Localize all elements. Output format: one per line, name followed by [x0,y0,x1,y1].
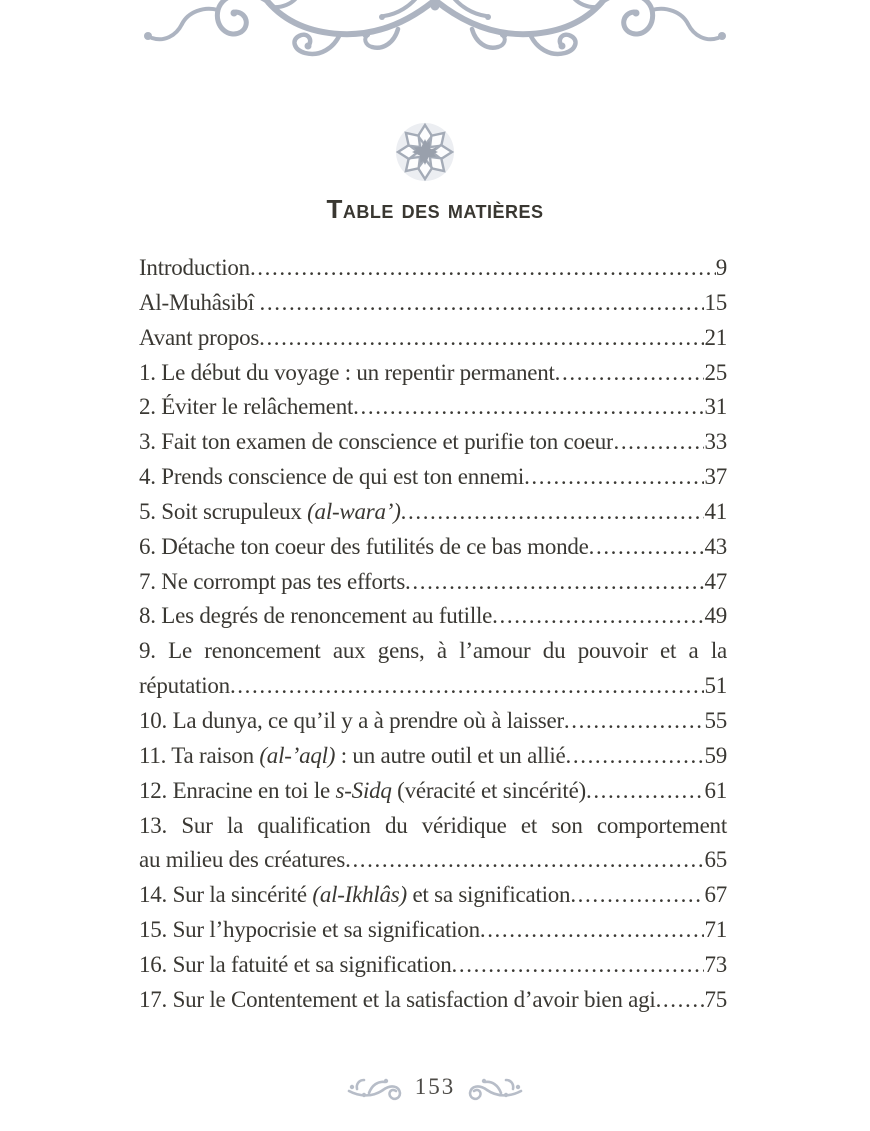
footer-sprig-right-icon [465,1072,523,1102]
toc-entry [139,843,727,878]
toc-entry-text: 1. Le début du voyage : un repentir permanent [139,359,555,385]
toc-entry [139,669,727,704]
toc-entry [139,913,727,948]
toc-leader-dots [564,704,705,739]
toc-entry-text: 15. Sur l’hypocrisie et sa signification [139,917,480,943]
toc-page-number: 21 [704,324,727,350]
toc-entry-text: 13. Sur la qualification du véridique et son comportement [139,812,727,838]
toc-entry-text: 5. Soit scrupuleux (al-wara’) [139,498,401,524]
toc-page-number: 75 [704,986,727,1012]
toc-entry-text: 2. Éviter le relâchement [139,394,354,420]
toc-entry [139,739,727,774]
toc-leader-dots [452,948,705,983]
toc-leader-dots [586,774,704,809]
toc-entry-text: 9. Le renoncement aux gens, à l’amour du pouvoir et a la [139,638,727,664]
toc-entry [139,390,727,425]
toc-page-number: 51 [704,673,727,699]
toc-leader-dots [259,321,704,356]
toc-page-number: 15 [704,289,727,315]
toc-entry [139,599,727,634]
toc-page-number: 49 [704,603,727,629]
toc-entry-text: 10. La dunya, ce qu’il y a à prendre où à laisser [139,707,564,733]
toc-page-number: 9 [715,255,727,280]
toc-entry [139,251,727,286]
toc-entry-text: au milieu des créatures [139,847,346,873]
toc-entry [139,565,727,600]
toc-entry-text: Avant propos [139,324,260,350]
toc-entry [139,425,727,460]
toc-leader-dots [353,390,704,425]
toc-leader-dots [566,739,705,774]
toc-leader-dots [555,356,705,391]
toc-entry [139,809,727,844]
floral-flourish-ornament [142,0,728,66]
toc-page-number: 73 [704,951,727,977]
toc-page-number: 31 [704,394,727,420]
toc-leader-dots [656,983,705,1018]
toc-leader-dots [570,878,704,913]
toc-entry [139,460,727,495]
toc-page-number: 71 [704,917,727,943]
toc-page-number: 25 [704,359,727,385]
toc-page-number: 33 [704,429,727,455]
toc-entry [139,495,727,530]
toc-entry [139,634,727,669]
toc-entry [139,948,727,983]
toc-leader-dots [524,460,704,495]
toc-list [139,251,727,1018]
toc-page-number: 65 [704,847,727,873]
toc-entry-text: 7. Ne corrompt pas tes efforts [139,568,406,594]
toc-leader-dots [345,843,704,878]
toc-entry [139,530,727,565]
toc-entry-text: 4. Prends conscience de qui est ton ennemi [139,464,525,490]
toc-leader-dots [480,913,705,948]
toc-leader-dots [405,565,704,600]
toc-entry-text: Introduction [139,255,250,280]
toc-entry [139,774,727,809]
toc-leader-dots [492,599,704,634]
toc-entry-text: 17. Sur le Contentement et la satisfaction d’avoir bien agi [139,986,656,1012]
toc-entry [139,878,727,913]
toc-page-number: 43 [704,533,727,559]
toc-page-number: 37 [704,464,727,490]
toc-entry-text: réputation [139,673,230,699]
footer-sprig-left-icon [347,1072,405,1102]
footer-page-number: 153 [414,1074,456,1099]
toc-leader-dots [260,286,705,321]
toc-page-number: 67 [704,882,727,908]
toc-entry-text: 11. Ta raison (al-’aql) : un autre outil et un allié [139,742,566,768]
toc-leader-dots [230,669,705,704]
rosette-icon [394,121,456,183]
toc-entry [139,983,727,1018]
toc-page-number: 47 [704,568,727,594]
toc-leader-dots [401,495,705,530]
toc-entry-text: 14. Sur la sincérité (al-Ikhlâs) et sa signification [139,882,571,908]
toc-leader-dots [250,251,716,286]
toc-leader-dots [589,530,705,565]
toc-entry [139,321,727,356]
toc-entry-text: 3. Fait ton examen de conscience et purifie ton coeur [139,429,614,455]
toc-entry [139,704,727,739]
toc-entry-text: 6. Détache ton coeur des futilités de ce bas monde [139,533,589,559]
toc-entry-text: 12. Enracine en toi le s-Sidq (véracité et sincérité) [139,777,586,803]
toc-entry-text: Al-Muhâsibî [139,289,260,315]
page-footer [0,1072,870,1102]
toc-page-number: 55 [704,707,727,733]
toc-entry [139,356,727,391]
toc-entry-text: 8. Les degrés de renoncement au futille [139,603,493,629]
toc-entry [139,286,727,321]
toc-page-number: 41 [704,498,727,524]
toc-entry-text: 16. Sur la fatuité et sa signification [139,951,452,977]
toc-page-number: 61 [704,777,727,803]
page-title: Table des matières [326,194,544,224]
toc-page-number: 59 [704,742,727,768]
toc-leader-dots [613,425,704,460]
